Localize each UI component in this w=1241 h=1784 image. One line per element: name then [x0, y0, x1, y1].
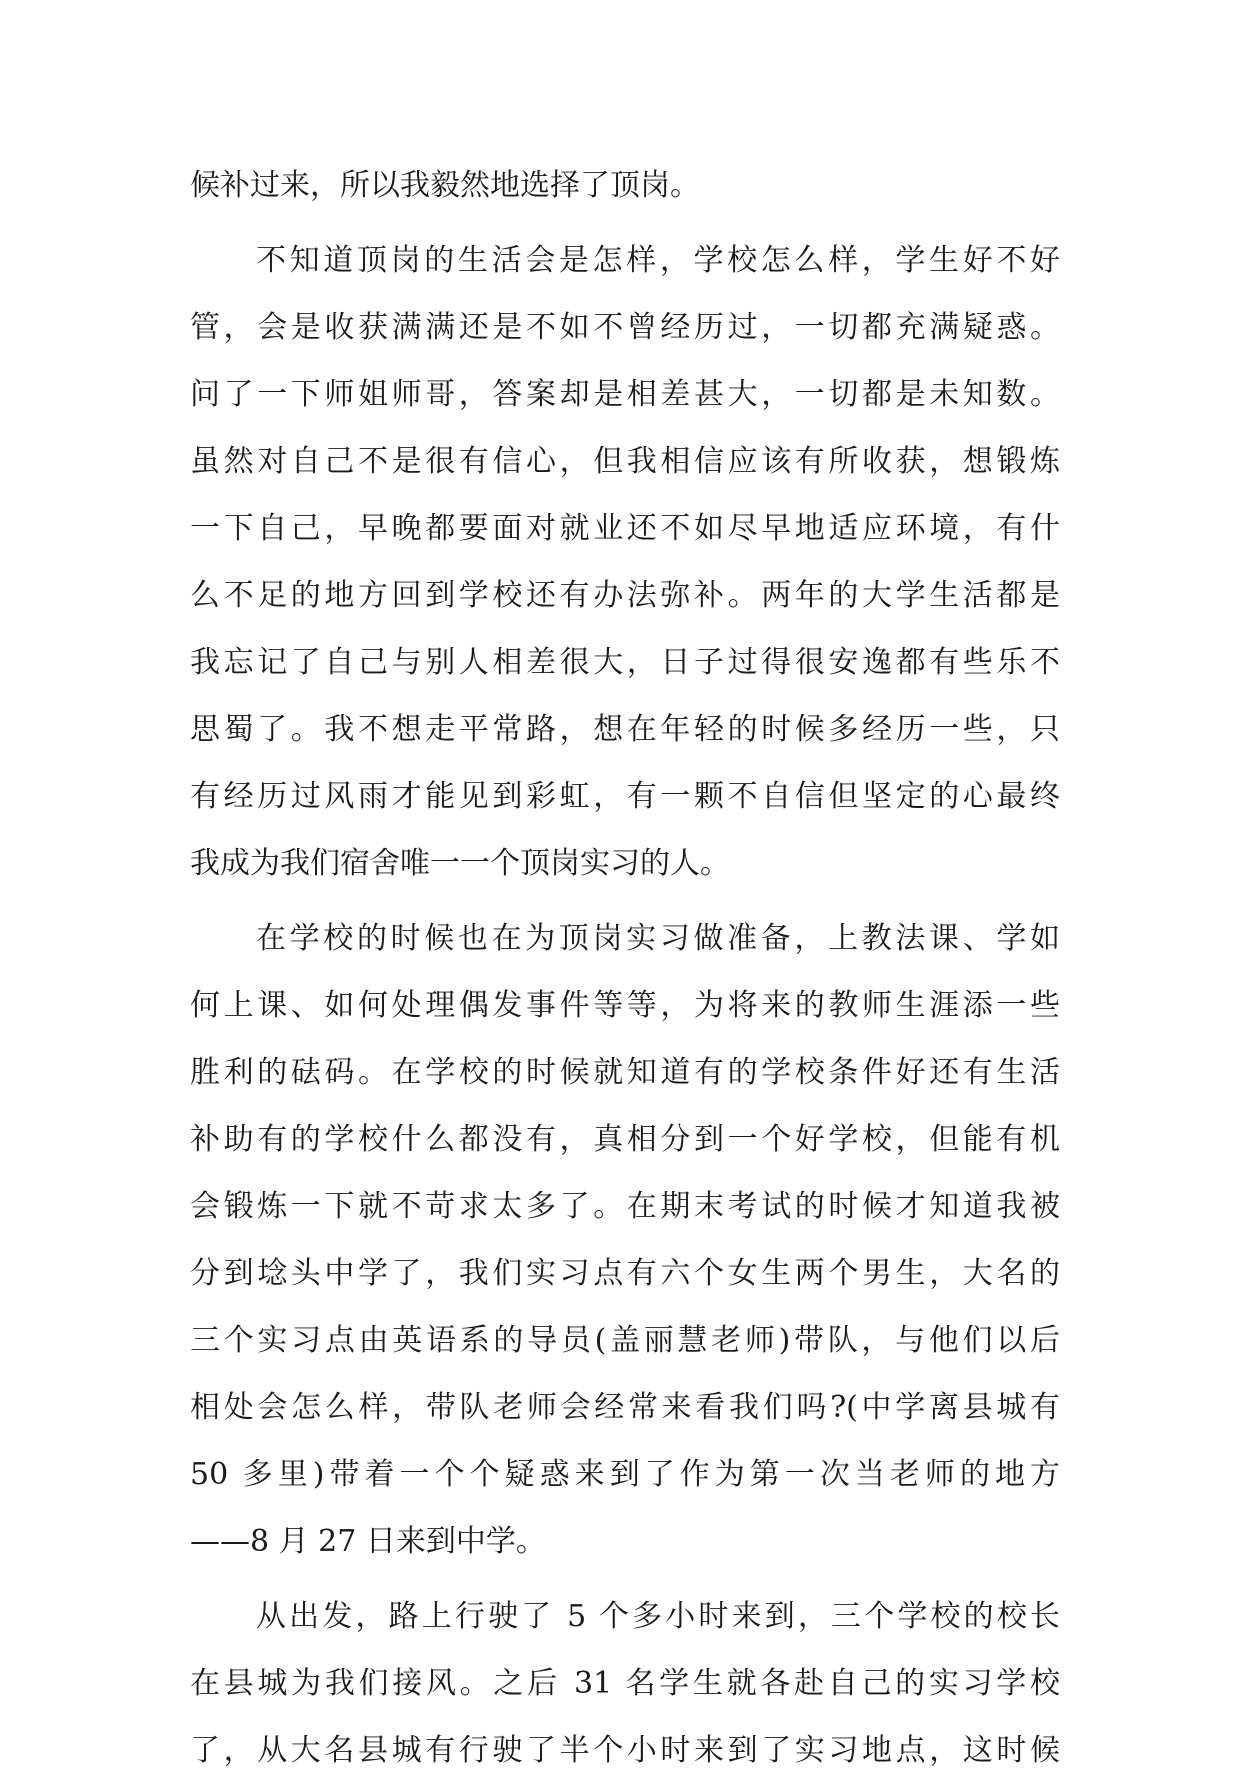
text-line: 在县城为我们接风。之后 31 名学生就各赴自己的实习学校 — [190, 1666, 1060, 1701]
text-line: 在学校的时候也在为顶岗实习做准备，上教法课、学如 — [256, 921, 1060, 956]
text-line: 何上课、如何处理偶发事件等等，为将来的教师生涯添一些 — [190, 988, 1060, 1023]
text-line: ——8 月 27 日来到中学。 — [190, 1524, 546, 1559]
text-line: 不知道顶岗的生活会是怎样，学校怎么样，学生好不好 — [256, 243, 1060, 278]
text-line: 50 多里)带着一个个疑惑来到了作为第一次当老师的地方 — [190, 1457, 1060, 1492]
text-line: 我成为我们宿舍唯一一个顶岗实习的人。 — [190, 846, 730, 881]
text-line: 会锻炼一下就不苛求太多了。在期末考试的时候才知道我被 — [190, 1189, 1060, 1224]
text-line: 有经历过风雨才能见到彩虹，有一颗不自信但坚定的心最终 — [190, 779, 1060, 814]
text-line: 分到埝头中学了，我们实习点有六个女生两个男生，大名的 — [190, 1256, 1060, 1291]
text-line: 候补过来，所以我毅然地选择了顶岗。 — [190, 168, 700, 203]
paragraph — [190, 152, 1060, 219]
text-line: 三个实习点由英语系的导员(盖丽慧老师)带队，与他们以后 — [190, 1323, 1060, 1358]
text-line: 思蜀了。我不想走平常路，想在年轻的时候多经历一些，只 — [190, 712, 1060, 747]
document-body — [190, 152, 1060, 1784]
text-line: 相处会怎么样，带队老师会经常来看我们吗?(中学离县城有 — [190, 1390, 1060, 1425]
text-line: 我忘记了自己与别人相差很大，日子过得很安逸都有些乐不 — [190, 645, 1060, 680]
text-line: 一下自己，早晚都要面对就业还不如尽早地适应环境，有什 — [190, 511, 1060, 546]
text-line: 胜利的砝码。在学校的时候就知道有的学校条件好还有生活 — [190, 1055, 1060, 1090]
text-line: 从出发，路上行驶了 5 个多小时来到，三个学校的校长 — [256, 1599, 1060, 1634]
text-line: 管，会是收获满满还是不如不曾经历过，一切都充满疑惑。 — [190, 310, 1060, 345]
text-line: 么不足的地方回到学校还有办法弥补。两年的大学生活都是 — [190, 578, 1060, 613]
text-line: 虽然对自己不是很有信心，但我相信应该有所收获，想锻炼 — [190, 444, 1060, 479]
text-line: 了，从大名县城有行驶了半个小时来到了实习地点，这时候 — [190, 1733, 1060, 1768]
paragraph — [190, 227, 1060, 897]
text-line: 补助有的学校什么都没有，真相分到一个好学校，但能有机 — [190, 1122, 1060, 1157]
text-line: 问了一下师姐师哥，答案却是相差甚大，一切都是未知数。 — [190, 377, 1060, 412]
paragraph — [190, 905, 1060, 1575]
